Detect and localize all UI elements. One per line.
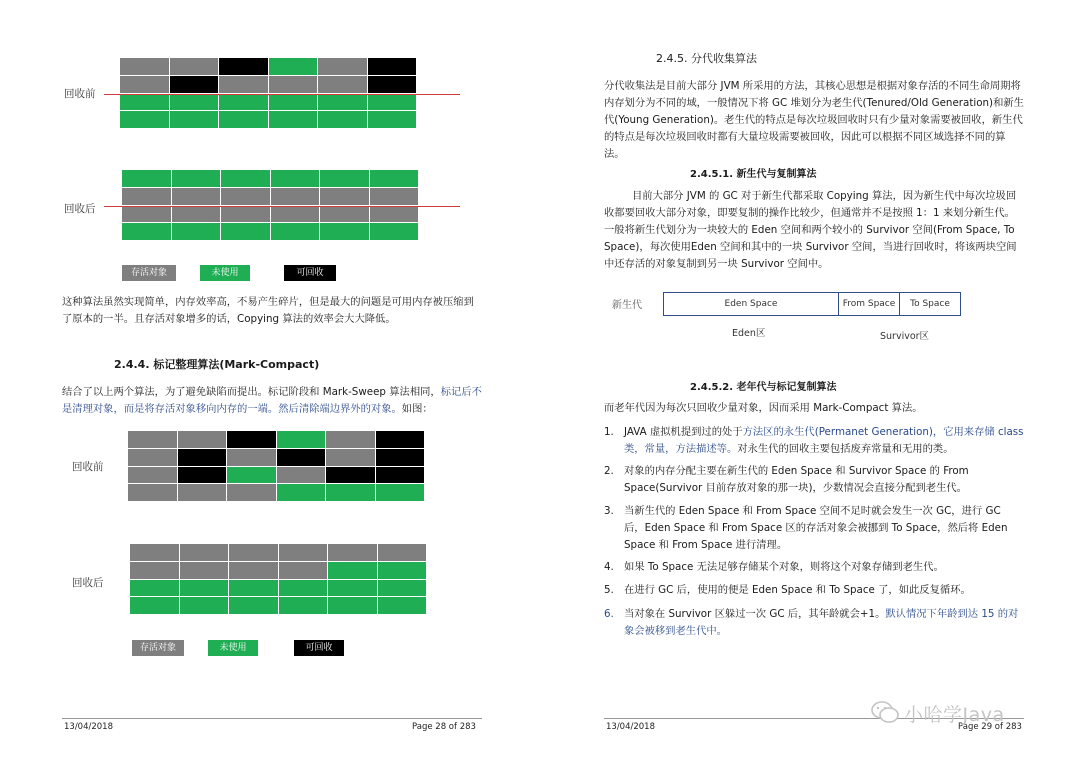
para2-normal: 结合了以上两个算法，为了避免缺陷而提出。标记阶段和 Mark-Sweep 算法相同，: [62, 386, 441, 398]
fig2-before-cell-black: [326, 467, 375, 484]
fig2-before-cell-gray: [227, 449, 276, 466]
fig1-before-cell-green: [318, 94, 367, 111]
fig1-after-cell-gray: [320, 206, 369, 223]
fig1-after-cell-green: [370, 223, 419, 240]
legend-recyclable-2: 可回收: [294, 640, 344, 656]
fig1-after-cell-gray: [370, 206, 419, 223]
memory-layout-bar: [663, 292, 961, 316]
fig2-after-cell-gray: [229, 562, 278, 579]
fig2-after-cell-green: [180, 597, 229, 614]
fig1-after-cell-green: [320, 223, 369, 240]
fig1-before-cell-black: [368, 76, 417, 93]
list-num: 3.: [604, 505, 614, 517]
fig1-after-cell-gray: [271, 206, 320, 223]
left-footer-rule: [62, 718, 482, 719]
fig2-before-cell-gray: [128, 484, 177, 501]
fig1-after-cell-green: [172, 170, 221, 187]
fig1-before-cell-green: [269, 111, 318, 128]
from-space-block: From Space: [839, 293, 900, 315]
fig1-after-cell-green: [122, 223, 171, 240]
right-paragraph-3: 而老年代因为每次只回收少量对象，因而采用 Mark-Compact 算法。: [604, 402, 923, 414]
fig2-before-cell-black: [376, 467, 425, 484]
fig2-before-cell-gray: [277, 467, 326, 484]
fig1-before-cell-gray: [318, 76, 367, 93]
list-num: 2.: [604, 465, 614, 477]
legend-unused-2: 未使用: [208, 640, 258, 656]
section-title-generational: 2.4.5. 分代收集算法: [656, 52, 757, 65]
wechat-icon: [870, 700, 900, 728]
fig2-after-cell-gray: [180, 544, 229, 561]
fig2-before-cell-gray: [326, 431, 375, 448]
fig1-after-cell-gray: [172, 188, 221, 205]
fig1-after-cell-green: [172, 223, 221, 240]
fig2-before-cell-black: [178, 449, 227, 466]
fig2-after-cell-green: [130, 597, 179, 614]
subsection-old-gen: 2.4.5.2. 老年代与标记复制算法: [690, 382, 837, 393]
fig1-before-cell-gray: [269, 76, 318, 93]
fig2-after-cell-green: [229, 597, 278, 614]
fig1-after-cell-green: [271, 170, 320, 187]
eden-space-block: Eden Space: [664, 293, 839, 315]
right-paragraph-2: 目前大部分 JVM 的 GC 对于新生代都采取 Copying 算法，因为新生代中每次垃圾回收都要回收大部分对象，即要复制的操作比较少，但通常并不是按照 1：1 来划分新生代。一般将新生代划分为一块较大的 Eden 空间和两个较小的 Survivor 空间(From Space, To Space)，每次使用Eden 空间和其中的一块 Survivor 空间，当进行回收时，将该两块空间中还存活的对象复制到另一块 Survivor 空间中。: [604, 190, 1017, 270]
list-item: [604, 424, 1024, 458]
fig1-after-cell-gray: [172, 206, 221, 223]
fig2-after-cell-green: [279, 580, 328, 597]
fig2-before-cell-black: [227, 431, 276, 448]
fig2-before-cell-gray: [178, 484, 227, 501]
list-text: 当新生代的 Eden Space 和 From Space 空间不足时就会发生一次 GC，进行 GC 后，Eden Space 和 From Space 区的存活对象会被挪到 To Space，然后将 Eden Space 和 From Space 进行清理。: [624, 505, 1008, 551]
list-item: [604, 582, 1024, 599]
fig2-after-cell-green: [279, 597, 328, 614]
memory-young-gen-label: 新生代: [612, 300, 642, 311]
fig1-after-cell-gray: [320, 188, 369, 205]
right-footer-page: Page 29 of 283: [958, 722, 1022, 732]
fig1-before-cell-black: [219, 58, 268, 75]
fig1-before-cell-gray: [170, 58, 219, 75]
left-paragraph-1: 这种算法虽然实现简单，内存效率高，不易产生碎片，但是最大的问题是可用内存被压缩到了原本的一半。且存活对象增多的话，Copying 算法的效率会大大降低。: [62, 296, 474, 325]
right-page: [540, 0, 1080, 762]
legend-unused-1: 未使用: [200, 265, 250, 281]
mark-compact-after-grid: [130, 544, 426, 614]
fig1-after-cell-gray: [271, 188, 320, 205]
fig2-after-cell-gray: [328, 544, 377, 561]
fig1-before-cell-green: [170, 111, 219, 128]
fig2-after-label: 回收后: [72, 577, 104, 589]
fig1-after-cell-green: [370, 170, 419, 187]
list-num: 6.: [604, 608, 614, 620]
subsection-young-gen: 2.4.5.1. 新生代与复制算法: [690, 169, 817, 180]
fig1-after-cell-green: [221, 223, 270, 240]
fig2-after-cell-green: [378, 562, 427, 579]
legend-alive-2: 存活对象: [132, 640, 184, 656]
fig2-after-cell-green: [328, 580, 377, 597]
fig2-after-cell-gray: [130, 562, 179, 579]
fig1-after-cell-gray: [370, 188, 419, 205]
fig2-after-cell-green: [328, 597, 377, 614]
fig2-after-cell-gray: [180, 562, 229, 579]
fig1-before-cell-green: [318, 111, 367, 128]
fig1-before-cell-black: [368, 58, 417, 75]
fig1-after-label: 回收后: [64, 203, 96, 215]
list-blue-text: 默认情况下年龄到达 15 的对象会被移到老生代中。: [624, 608, 1019, 637]
fig2-before-cell-gray: [128, 467, 177, 484]
list-text: 在进行 GC 后，使用的便是 Eden Space 和 To Space 了，如此反复循环。: [624, 584, 971, 596]
list-blue-text: 方法区的永生代(Permanet Generation)，它用来存储 class 类，常量，方法描述等。: [624, 426, 1024, 455]
right-footer-date: 13/04/2018: [606, 722, 655, 732]
list-text: 对象的内存分配主要在新生代的 Eden Space 和 Survivor Space 的 From Space(Survivor 目前存放对象的那一块)，少数情况会直接分配到老生代。: [624, 465, 969, 494]
list-item: [604, 559, 1024, 576]
list-item: [604, 463, 1024, 497]
to-space-block: To Space: [910, 299, 950, 309]
list-item: [604, 606, 1024, 640]
fig1-before-cell-gray: [120, 76, 169, 93]
fig2-before-cell-black: [178, 467, 227, 484]
fig1-after-cell-green: [271, 223, 320, 240]
survivor-caption: Survivor区: [880, 331, 930, 342]
fig2-before-cell-gray: [128, 449, 177, 466]
eden-caption: Eden区: [732, 328, 766, 339]
watermark-text: 小哈学Java: [904, 704, 1005, 726]
fig1-after-cell-green: [221, 170, 270, 187]
fig1-before-cell-black: [170, 76, 219, 93]
list-num: 4.: [604, 561, 614, 573]
fig2-before-cell-gray: [178, 431, 227, 448]
list-item: [604, 503, 1024, 554]
list-text: JAVA 虚拟机提到过的处于: [624, 426, 743, 438]
fig2-before-cell-gray: [227, 484, 276, 501]
list-text: 如果 To Space 无法足够存储某个对象，则将这个对象存储到老生代。: [624, 561, 944, 573]
fig2-after-cell-green: [130, 580, 179, 597]
fig1-before-cell-green: [368, 111, 417, 128]
copying-before-grid: [120, 58, 416, 128]
fig2-before-cell-black: [376, 431, 425, 448]
copying-after-grid: [122, 170, 418, 240]
fig2-before-cell-gray: [128, 431, 177, 448]
fig1-before-cell-green: [269, 58, 318, 75]
fig1-before-cell-green: [120, 111, 169, 128]
fig1-before-cell-green: [368, 94, 417, 111]
fig1-before-cell-green: [219, 94, 268, 111]
fig1-after-cell-gray: [221, 188, 270, 205]
right-paragraph-1: 分代收集法是目前大部分 JVM 所采用的方法，其核心思想是根据对象存活的不同生命周期将内存划分为不同的域，一般情况下将 GC 堆划分为老生代(Tenured/Old Generation)和新生代(Young Generation)。老生代的特点是每次垃圾回收时只有少量对象需要被回收，新生代的特点是每次垃圾回收时都有大量垃圾需要被回收，因此可以根据不同区域选择不同的算法。: [604, 80, 1024, 160]
fig1-before-cell-gray: [318, 58, 367, 75]
fig2-before-cell-green: [376, 484, 425, 501]
fig2-before-cell-green: [326, 484, 375, 501]
fig1-before-label: 回收前: [64, 88, 96, 100]
fig1-after-cell-gray: [122, 188, 171, 205]
fig2-after-cell-gray: [279, 544, 328, 561]
left-paragraph-2: [62, 384, 482, 418]
fig1-after-cell-green: [320, 170, 369, 187]
section-title-mark-compact: 2.4.4. 标记整理算法(Mark-Compact): [114, 358, 320, 371]
fig1-before-red-line: [104, 94, 460, 95]
fig1-after-cell-green: [122, 170, 171, 187]
fig2-before-cell-black: [277, 449, 326, 466]
legend-recyclable-1: 可回收: [284, 265, 336, 281]
left-footer-page: Page 28 of 283: [412, 722, 476, 732]
fig2-after-cell-green: [180, 580, 229, 597]
fig2-after-cell-green: [378, 580, 427, 597]
fig1-after-cell-gray: [221, 206, 270, 223]
fig2-after-cell-gray: [279, 562, 328, 579]
para2-blue: 标记后不是清理对象，而是将存活对象移向内存的一端。然后清除端边界外的对象。: [62, 386, 482, 415]
fig2-before-cell-green: [277, 431, 326, 448]
fig2-after-cell-green: [229, 580, 278, 597]
fig1-before-cell-gray: [219, 76, 268, 93]
list-num: 5.: [604, 584, 614, 596]
para2-tail: 如图：: [401, 403, 433, 415]
fig1-before-cell-green: [269, 94, 318, 111]
fig2-after-cell-green: [328, 562, 377, 579]
list-tail-text: 对永生代的回收主要包括废弃常量和无用的类。: [737, 443, 954, 455]
list-num: 1.: [604, 426, 614, 438]
fig1-after-cell-gray: [122, 206, 171, 223]
fig1-before-cell-green: [120, 94, 169, 111]
fig2-after-cell-gray: [130, 544, 179, 561]
fig2-after-cell-green: [378, 597, 427, 614]
fig2-before-cell-green: [227, 467, 276, 484]
mark-compact-before-grid: [128, 431, 424, 501]
left-footer-date: 13/04/2018: [64, 722, 113, 732]
fig1-before-cell-green: [219, 111, 268, 128]
fig2-before-cell-black: [376, 449, 425, 466]
fig2-before-cell-green: [277, 484, 326, 501]
list-text: 当对象在 Survivor 区躲过一次 GC 后，其年龄就会+1。: [624, 608, 886, 620]
legend-alive-1: 存活对象: [122, 265, 176, 281]
fig2-after-cell-gray: [378, 544, 427, 561]
fig2-before-label: 回收前: [72, 461, 104, 473]
fig1-before-cell-green: [170, 94, 219, 111]
fig2-after-cell-gray: [229, 544, 278, 561]
fig1-after-red-line: [104, 206, 460, 207]
fig1-before-cell-gray: [120, 58, 169, 75]
fig2-before-cell-gray: [326, 449, 375, 466]
